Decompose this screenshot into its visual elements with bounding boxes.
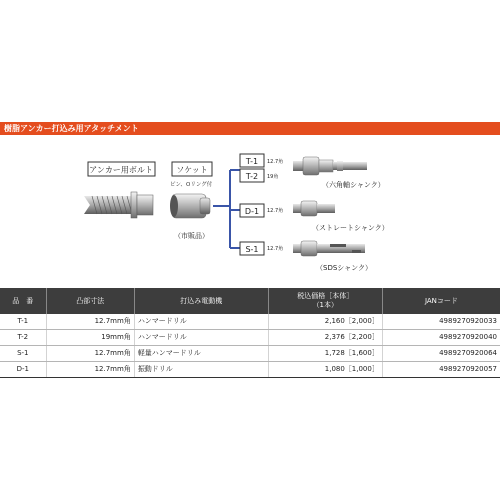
caption-hex-shank: （六角軸シャンク） (322, 181, 385, 189)
code-t1: T-1 (245, 157, 259, 166)
cell-price: 2,376［2,200］ (268, 330, 382, 346)
anchor-bolt-image (84, 192, 153, 218)
section-header-bar (0, 122, 500, 135)
spec-table (0, 288, 500, 378)
straight-shank-tool-image (293, 201, 335, 216)
cell-jan: 4989270920033 (382, 314, 500, 330)
cell-size: 12.7mm角 (46, 362, 134, 378)
cell-code: T-1 (0, 314, 46, 330)
cell-drill: ハンマードリル (134, 330, 268, 346)
code-t2: T-2 (245, 172, 259, 181)
hex-shank-tool-image (293, 157, 367, 175)
cell-code: T-2 (0, 330, 46, 346)
branch-straight-shank (240, 201, 389, 232)
connector-lines (213, 170, 240, 248)
socket-label-box (172, 162, 212, 176)
col-header-price: 税込価格［本体］ （1本） (268, 288, 382, 314)
size-t2: 19角 (267, 174, 279, 180)
cell-drill: 軽量ハンマードリル (134, 346, 268, 362)
cell-jan: 4989270920057 (382, 362, 500, 378)
code-s1: S-1 (245, 245, 259, 254)
cell-drill: ハンマードリル (134, 314, 268, 330)
table-row (0, 330, 500, 346)
cell-size: 19mm角 (46, 330, 134, 346)
socket-label: ソケット (176, 165, 208, 175)
cell-code: S-1 (0, 346, 46, 362)
table-row (0, 362, 500, 378)
socket-note: ピン、Oリング付 (170, 182, 213, 188)
cell-price: 2,160［2,000］ (268, 314, 382, 330)
cell-size: 12.7mm角 (46, 346, 134, 362)
size-s1: 12.7角 (267, 246, 284, 252)
sds-shank-tool-image (293, 241, 365, 256)
bolt-label-box (88, 162, 155, 176)
col-header-jan: JANコード (382, 288, 500, 314)
col-header-size: 凸部寸法 (46, 288, 134, 314)
section-title: 樹脂アンカー打込み用アタッチメント (4, 124, 139, 133)
caption-sds-shank: （SDSシャンク） (316, 264, 372, 272)
table-header-row (0, 288, 500, 314)
col-header-drill: 打込み電動機 (134, 288, 268, 314)
col-header-code: 品 番 (0, 288, 46, 314)
attachment-diagram (0, 140, 500, 280)
size-d1: 12.7角 (267, 208, 284, 214)
caption-straight-shank: （ストレートシャンク） (312, 224, 389, 232)
socket-image (170, 194, 210, 240)
size-t1: 12.7角 (267, 159, 284, 165)
cell-jan: 4989270920040 (382, 330, 500, 346)
cell-code: D-1 (0, 362, 46, 378)
branch-sds-shank (240, 241, 372, 272)
table-row (0, 346, 500, 362)
cell-jan: 4989270920064 (382, 346, 500, 362)
branch-hex-shank (240, 154, 385, 189)
cell-drill: 振動ドリル (134, 362, 268, 378)
cell-price: 1,080［1,000］ (268, 362, 382, 378)
code-d1: D-1 (244, 207, 260, 216)
table-row (0, 314, 500, 330)
bolt-label: アンカー用ボルト (89, 165, 153, 175)
cell-size: 12.7mm角 (46, 314, 134, 330)
cell-price: 1,728［1,600］ (268, 346, 382, 362)
socket-caption: （市販品） (174, 232, 209, 240)
